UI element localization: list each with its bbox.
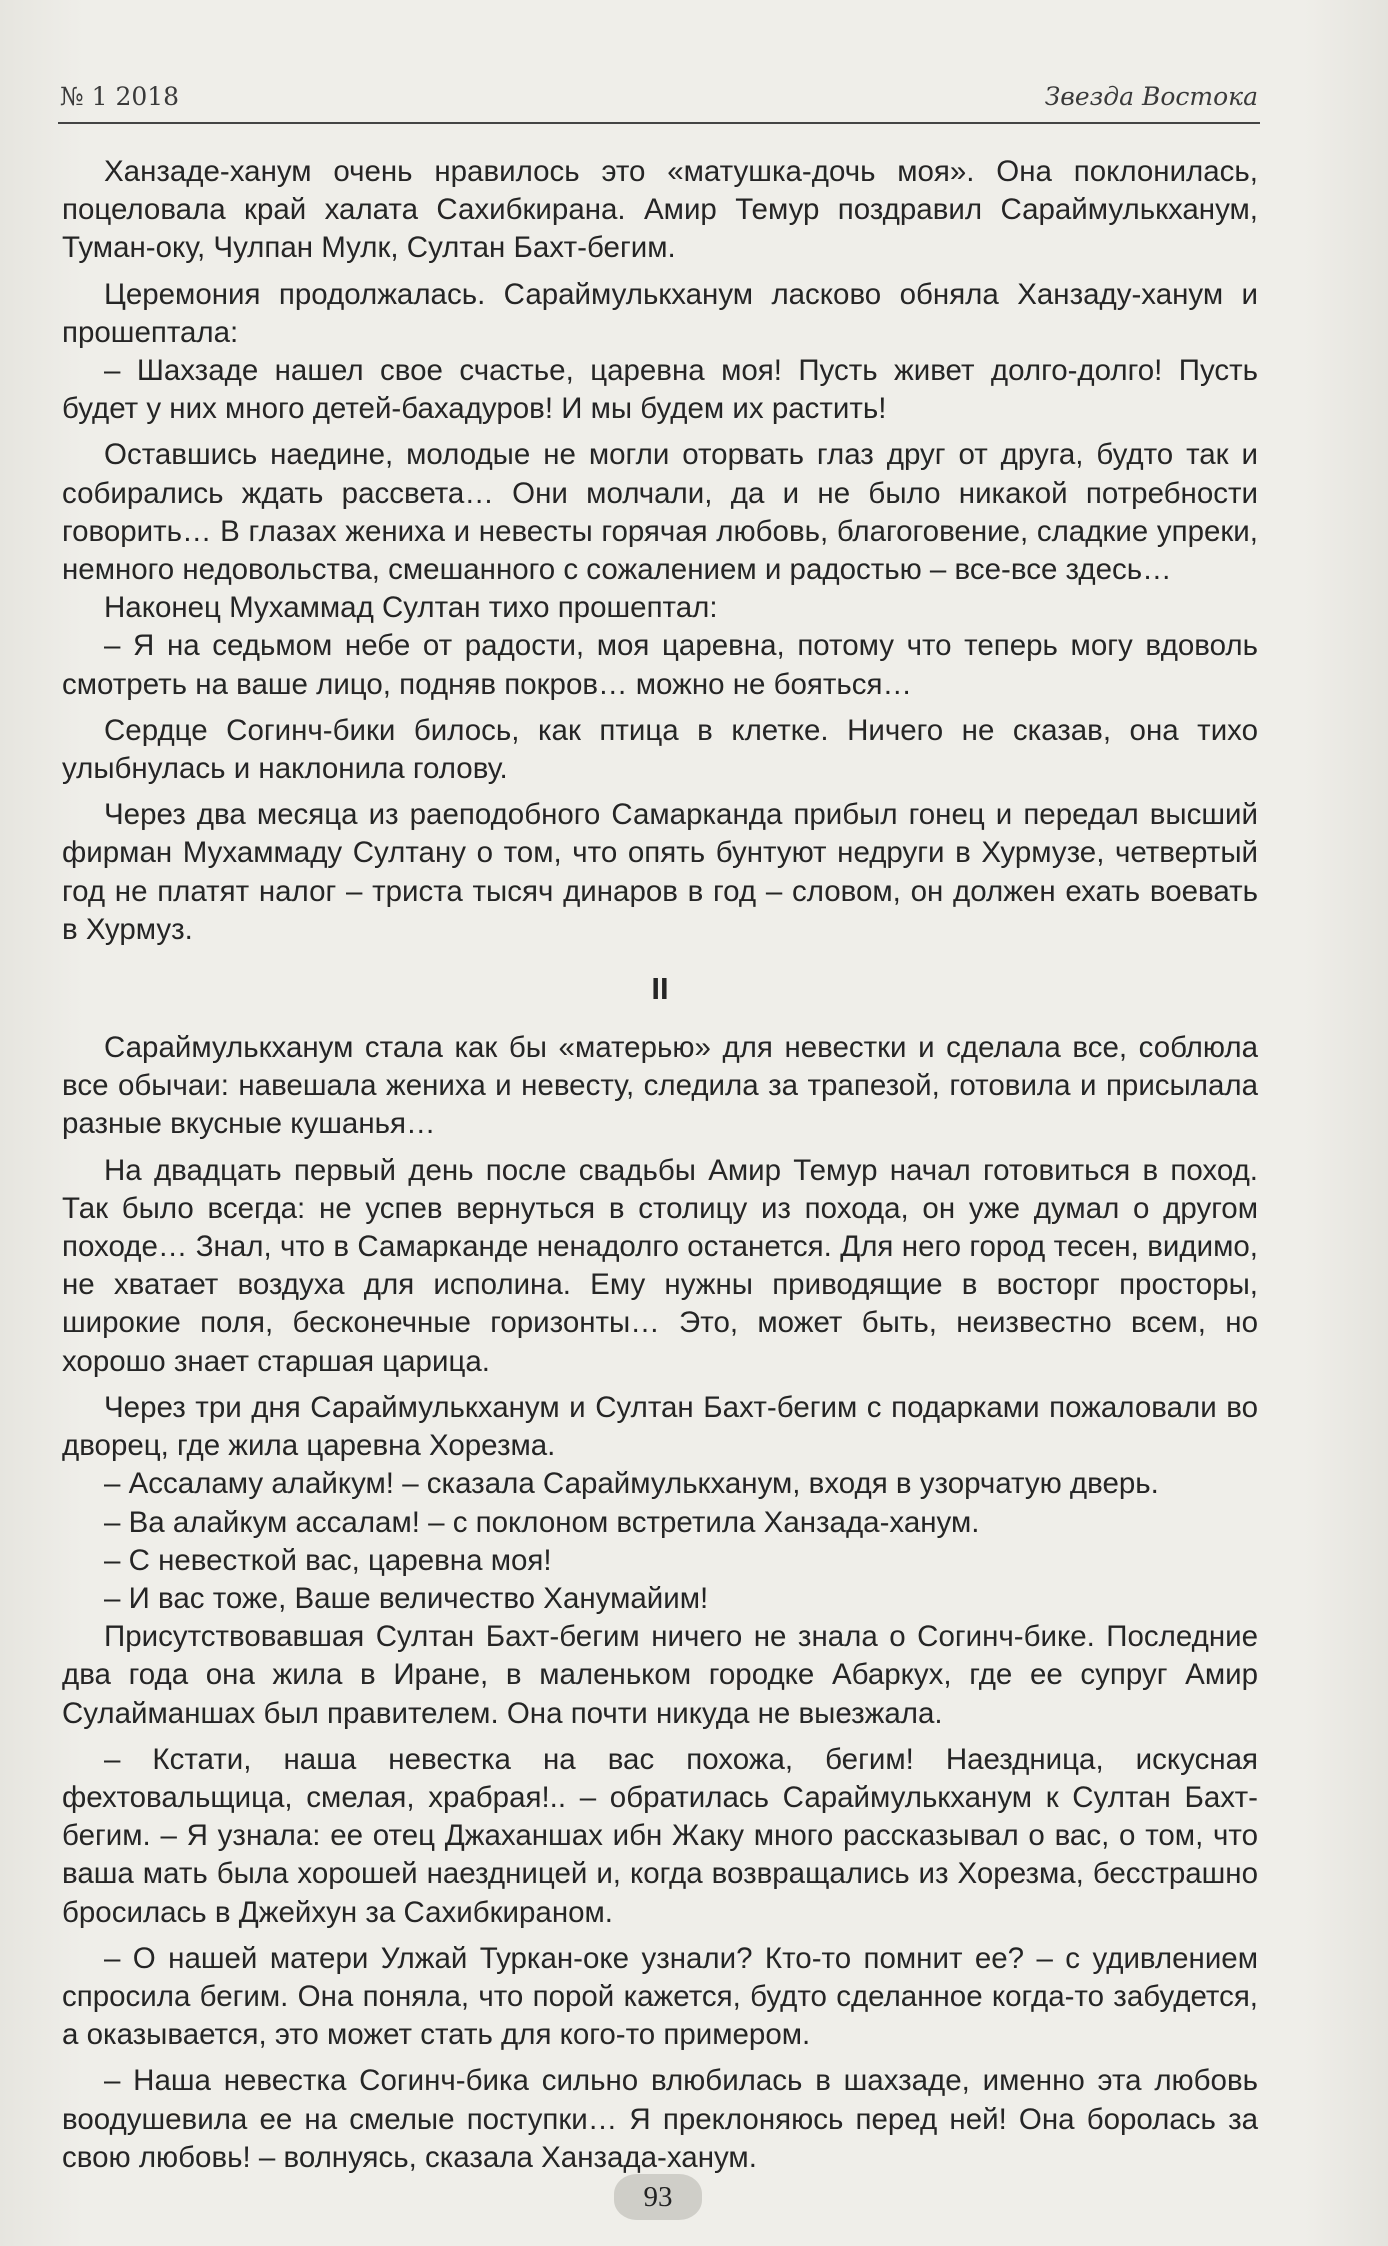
paragraph: На двадцать первый день после свадьбы Амир Темур начал готовиться в поход. Так было всегда: не успев вернуться в столицу из похода, он уже думал о другом походе… Знал, что в Самарканде ненадолго останется. Для него город тесен, видимо, не хватает воздуха для исполина. Ему нужны приводящие в восторг просторы, широкие поля, бесконечные горизонты… Это, может быть, неизвестно всем, но хорошо знает старшая царица.	[62, 1153, 1258, 1378]
paragraph: – Ва алайкум ассалам! – с поклоном встретила Ханзада-ханум.	[104, 1505, 980, 1539]
paragraph: Сараймулькханум стала как бы «матерью» для невестки и сделала все, соблюла все обычаи: навешала жениха и невесту, следила за трапезой, готовила и присылала разные вкусные кушанья…	[62, 1031, 1258, 1141]
paragraph: – Наша невестка Согинч-бика сильно влюбилась в шахзаде, именно эта любовь воодушевила ее на смелые поступки… Я преклоняюсь перед ней! Она боролась за свою любовь! – волнуясь, сказала Ханзада-ханум.	[62, 2064, 1258, 2174]
issue-label: № 1 2018	[60, 82, 180, 111]
paragraph: Через два месяца из раеподобного Самарканда прибыл гонец и передал высший фирман Мухаммаду Султану о том, что опять бунтуют недруги в Хурмузе, четвертый год не платят налог – триста тысяч динаров в год – словом, он должен ехать воевать в Хурмуз.	[62, 798, 1258, 946]
section-heading: II	[651, 971, 669, 1007]
paragraph: – Шахзаде нашел свое счастье, царевна моя! Пусть живет долго-долго! Пусть будет у них много детей-бахадуров! И мы будем их растить!	[62, 354, 1258, 426]
paragraph: Через три дня Сараймулькханум и Султан Бахт-бегим с подарками пожаловали во дворец, где жила царевна Хорезма.	[62, 1390, 1258, 1463]
paragraph: – О нашей матери Улжай Туркан-оке узнали? Кто-то помнит ее? – с удивлением спросила бегим. Она поняла, что порой кажется, будто сделанное когда-то забудется, а оказывается, это может стать для кого-то примером.	[62, 1941, 1258, 2052]
paragraph: – С невесткой вас, царевна моя!	[104, 1543, 552, 1577]
page-body	[62, 153, 1258, 2177]
paragraph: Церемония продолжалась. Сараймулькханум ласково обняла Ханзаду-ханум и прошептала:	[62, 277, 1258, 349]
paragraph: Сердце Согинч-бики билось, как птица в клетке. Ничего не сказав, она тихо улыбнулась и наклонила голову.	[62, 713, 1258, 786]
page-number: 93	[614, 2174, 702, 2220]
paragraph: – Я на седьмом небе от радости, моя царевна, потому что теперь могу вдоволь смотреть на ваше лицо, подняв покров… можно не бояться…	[62, 629, 1258, 701]
paragraph: Наконец Мухаммад Султан тихо прошептал:	[104, 591, 718, 625]
paragraph: – Кстати, наша невестка на вас похожа, бегим! Наездница, искусная фехтовальщица, смелая, храбрая!.. – обратилась Сараймулькханум к Султан Бахт-бегим. – Я узнала: ее отец Джаханшах ибн Жаку много рассказывал о вас, о том, что ваша мать была хорошей наездницей и, когда возвращались из Хорезма, бесстрашно бросилась в Джейхун за Сахибкираном.	[62, 1742, 1258, 1929]
paragraph: Присутствовавшая Султан Бахт-бегим ничего не знала о Согинч-бике. Последние два года она жила в Иране, в маленьком городке Абаркух, где ее супруг Амир Сулайманшах был правителем. Она почти никуда не выезжала.	[62, 1620, 1258, 1730]
running-header	[58, 78, 1260, 124]
paragraph: – И вас тоже, Ваше величество Ханумайим!	[104, 1581, 709, 1615]
paragraph: Ханзаде-ханум очень нравилось это «матушка-дочь моя». Она поклонилась, поцеловала край халата Сахибкирана. Амир Темур поздравил Сараймулькханум, Туман-оку, Чулпан Мулк, Султан Бахт-бегим.	[62, 155, 1258, 265]
paragraph: – Ассаламу алайкум! – сказала Сараймулькханум, входя в узорчатую дверь.	[104, 1467, 1159, 1501]
journal-title: Звезда Востока	[1044, 82, 1258, 111]
paragraph: Оставшись наедине, молодые не могли оторвать глаз друг от друга, будто так и собирались ждать рассвета… Они молчали, да и не было никакой потребности говорить… В глазах жениха и невесты горячая любовь, благоговение, сладкие упреки, немного недовольства, смешанного с сожалением и радостью – все-все здесь…	[62, 438, 1258, 587]
